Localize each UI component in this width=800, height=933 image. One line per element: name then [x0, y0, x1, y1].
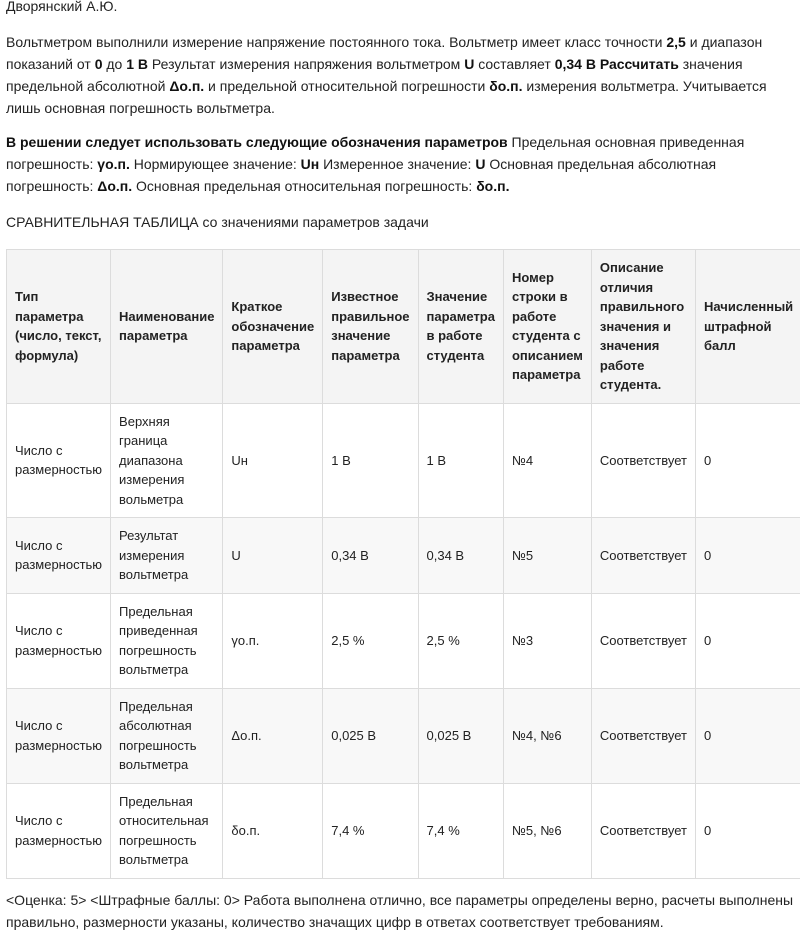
- table-header-row: [7, 250, 800, 404]
- notation-text-run: Основная предельная относительная погрешность:: [132, 178, 476, 194]
- header-param-type: Тип параметра (число, текст, формула): [7, 250, 111, 404]
- cell-correct-value: 2,5 %: [323, 593, 418, 688]
- author-name: Дворянский А.Ю.: [6, 0, 117, 17]
- cell-param-type: Число с размерностью: [7, 403, 111, 518]
- cell-line-number: №3: [503, 593, 591, 688]
- cell-correct-value: 0,025 В: [323, 688, 418, 783]
- cell-param-symbol: U: [223, 518, 323, 594]
- cell-student-value: 7,4 %: [418, 783, 503, 878]
- notation-text-run: Δо.п.: [97, 178, 132, 194]
- table-row: [7, 688, 800, 783]
- task-text-run: и диапазон показаний от: [6, 34, 762, 72]
- header-line-number: Номер строки в работе студента с описанием параметра: [503, 250, 591, 404]
- cell-difference-description: Соответствует: [591, 518, 695, 594]
- cell-penalty-score: 0: [695, 518, 800, 594]
- cell-param-name: Верхняя граница диапазона измерения вольметра: [111, 403, 223, 518]
- cell-student-value: 0,025 В: [418, 688, 503, 783]
- notation-instructions: [6, 131, 796, 197]
- cell-difference-description: Соответствует: [591, 688, 695, 783]
- table-row: [7, 593, 800, 688]
- task-text-run: Результат измерения напряжения вольтметром: [148, 56, 464, 72]
- cell-param-type: Число с размерностью: [7, 518, 111, 594]
- cell-param-symbol: δо.п.: [223, 783, 323, 878]
- cell-correct-value: 0,34 В: [323, 518, 418, 594]
- task-text-run: U: [464, 56, 474, 72]
- cell-student-value: 1 В: [418, 403, 503, 518]
- cell-correct-value: 1 В: [323, 403, 418, 518]
- cell-line-number: №4: [503, 403, 591, 518]
- cell-difference-description: Соответствует: [591, 403, 695, 518]
- cell-student-value: 2,5 %: [418, 593, 503, 688]
- task-text-run: и предельной относительной погрешности: [204, 78, 489, 94]
- notation-text-run: Uн: [301, 156, 320, 172]
- cell-penalty-score: 0: [695, 688, 800, 783]
- cell-penalty-score: 0: [695, 783, 800, 878]
- cell-penalty-score: 0: [695, 593, 800, 688]
- grading-result: <Оценка: 5> <Штрафные баллы: 0> Работа выполнена отлично, все параметры определены верно, расчеты выполнены правильно, размерности указаны, количество значащих цифр в ответах соответствует требованиям.: [6, 889, 796, 933]
- task-text-run: 0: [95, 56, 103, 72]
- cell-line-number: №4, №6: [503, 688, 591, 783]
- task-statement: [6, 31, 796, 119]
- cell-param-symbol: γо.п.: [223, 593, 323, 688]
- header-penalty-score: Начисленный штрафной балл: [695, 250, 800, 404]
- task-text-run: до: [102, 56, 126, 72]
- cell-correct-value: 7,4 %: [323, 783, 418, 878]
- task-text-run: 1 В: [126, 56, 148, 72]
- task-text-run: измерения вольтметра. Учитывается лишь основная погрешность вольтметра.: [6, 78, 767, 116]
- notation-text-run: В решении следует использовать следующие обозначения параметров: [6, 134, 508, 150]
- cell-param-symbol: Uн: [223, 403, 323, 518]
- cell-difference-description: Соответствует: [591, 783, 695, 878]
- task-text-run: значения предельной абсолютной: [6, 56, 743, 94]
- table-row: [7, 403, 800, 518]
- cell-line-number: №5: [503, 518, 591, 594]
- task-text-run: Δо.п.: [169, 78, 204, 94]
- cell-param-name: Предельная абсолютная погрешность вольтметра: [111, 688, 223, 783]
- notation-text-run: Основная предельная абсолютная погрешность:: [6, 156, 716, 194]
- comparison-table: [6, 249, 800, 879]
- cell-param-name: Предельная относительная погрешность вольтметра: [111, 783, 223, 878]
- notation-text-run: Предельная основная приведенная погрешность:: [6, 134, 744, 172]
- header-difference-description: Описание отличия правильного значения и значения работе студента.: [591, 250, 695, 404]
- cell-line-number: №5, №6: [503, 783, 591, 878]
- table-title: СРАВНИТЕЛЬНАЯ ТАБЛИЦА со значениями параметров задачи: [6, 211, 429, 233]
- header-correct-value: Известное правильное значение параметра: [323, 250, 418, 404]
- task-text-run: 0,34 В Рассчитать: [555, 56, 679, 72]
- cell-student-value: 0,34 В: [418, 518, 503, 594]
- cell-param-symbol: Δо.п.: [223, 688, 323, 783]
- notation-text-run: Измеренное значение:: [319, 156, 475, 172]
- header-param-name: Наименование параметра: [111, 250, 223, 404]
- notation-text-run: δо.п.: [476, 178, 509, 194]
- cell-param-name: Результат измерения вольтметра: [111, 518, 223, 594]
- notation-text-run: Нормирующее значение:: [130, 156, 301, 172]
- cell-param-name: Предельная приведенная погрешность вольтметра: [111, 593, 223, 688]
- task-text-run: δо.п.: [489, 78, 522, 94]
- cell-param-type: Число с размерностью: [7, 783, 111, 878]
- table-row: [7, 783, 800, 878]
- notation-text-run: γо.п.: [97, 156, 130, 172]
- header-student-value: Значение параметра в работе студента: [418, 250, 503, 404]
- notation-text-run: U: [475, 156, 485, 172]
- task-text-run: составляет: [474, 56, 554, 72]
- task-text-run: 2,5: [666, 34, 685, 50]
- cell-param-type: Число с размерностью: [7, 688, 111, 783]
- header-param-symbol: Краткое обозначение параметра: [223, 250, 323, 404]
- task-text-run: Вольтметром выполнили измерение напряжение постоянного тока. Вольтметр имеет класс точности: [6, 34, 666, 50]
- cell-penalty-score: 0: [695, 403, 800, 518]
- cell-param-type: Число с размерностью: [7, 593, 111, 688]
- cell-difference-description: Соответствует: [591, 593, 695, 688]
- table-row: [7, 518, 800, 594]
